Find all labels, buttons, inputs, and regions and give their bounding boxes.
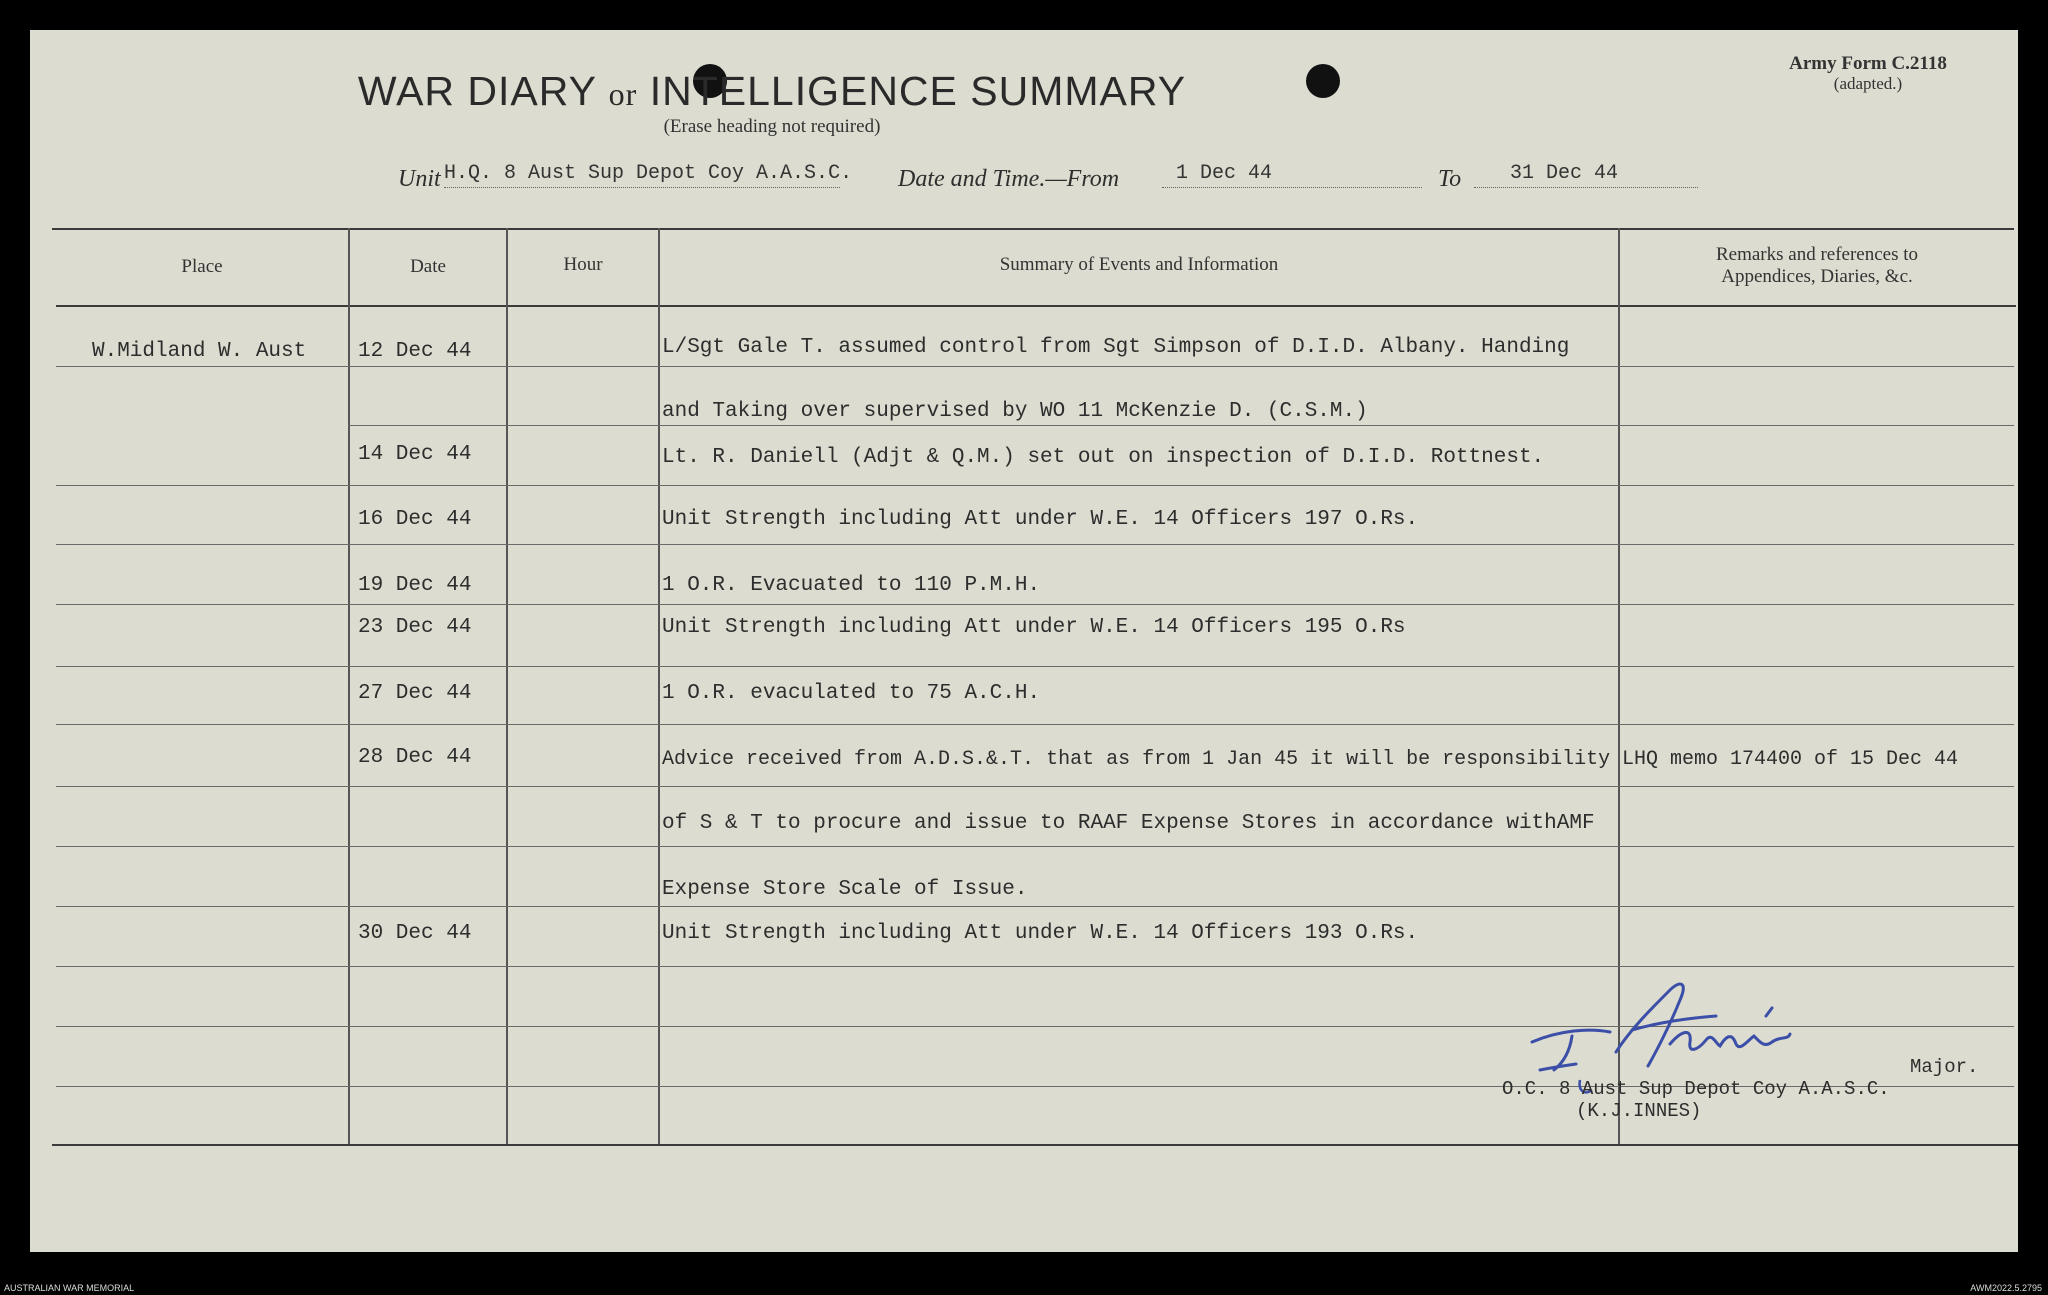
entry-text: of S & T to procure and issue to RAAF Expense Stores in accordance withAMF <box>662 812 1595 835</box>
page-title <box>0 68 1544 115</box>
form-number-block <box>1758 54 1978 94</box>
date-from-label: Date and Time.—From <box>898 166 1120 192</box>
col-header-remarks-line1: Remarks and references to <box>1715 244 1919 265</box>
entry-text: Unit Strength including Att under W.E. 14 Officers 195 O.Rs <box>662 616 1406 639</box>
entry-text: and Taking over supervised by WO 11 McKenzie D. (C.S.M.) <box>662 400 1368 423</box>
entry-date: 30 Dec 44 <box>358 922 472 945</box>
entry-text: Advice received from A.D.S.&.T. that as from 1 Jan 45 it will be responsibility <box>662 748 1611 771</box>
page-subtitle: (Erase heading not required) <box>663 116 881 137</box>
col-header-hour: Hour <box>563 254 603 275</box>
row-rule <box>56 366 2014 367</box>
signature-rank: Major. <box>1910 1056 1979 1078</box>
signature-title: O.C. 8 Aust Sup Depot Coy A.A.S.C. <box>1502 1078 1890 1100</box>
row-rule <box>56 966 2014 967</box>
entry-text: Unit Strength including Att under W.E. 14 Officers 193 O.Rs. <box>662 922 1419 945</box>
entry-text: L/Sgt Gale T. assumed control from Sgt Simpson of D.I.D. Albany. Handing <box>662 336 1570 359</box>
unit-label: Unit <box>398 166 441 192</box>
row-rule <box>56 724 2014 725</box>
entry-date: 23 Dec 44 <box>358 616 472 639</box>
entry-date: 28 Dec 44 <box>358 746 472 769</box>
entry-date: 19 Dec 44 <box>358 574 472 597</box>
row-rule <box>348 425 2014 426</box>
entry-date: 14 Dec 44 <box>358 443 472 466</box>
row-rule <box>56 786 2014 787</box>
footer-credit: AUSTRALIAN WAR MEMORIAL <box>4 1283 135 1293</box>
entry-place: W.Midland W. Aust <box>92 340 307 363</box>
signature-name: (K.J.INNES) <box>1576 1100 1702 1122</box>
row-rule <box>56 906 2014 907</box>
form-note: (adapted.) <box>1833 74 1903 93</box>
table-bottom-rule <box>52 1144 2018 1146</box>
entry-date: 12 Dec 44 <box>358 340 472 363</box>
col-header-date: Date <box>410 256 446 277</box>
entry-text: Expense Store Scale of Issue. <box>662 878 1028 901</box>
footer-catalogue-number: AWM2022.5.2795 <box>1970 1283 2042 1293</box>
form-number: Army Form C.2118 <box>1789 53 1947 74</box>
date-from-value: 1 Dec 44 <box>1162 162 1422 188</box>
entry-text: 1 O.R. Evacuated to 110 P.M.H. <box>662 574 1041 597</box>
title-or: or <box>608 76 638 112</box>
row-rule <box>56 485 2014 486</box>
col-header-remarks-line2: Appendices, Diaries, &c. <box>1721 266 1913 287</box>
entry-date: 16 Dec 44 <box>358 508 472 531</box>
entry-date: 27 Dec 44 <box>358 682 472 705</box>
table-top-rule <box>52 228 2014 230</box>
title-intelligence-summary: INTELLIGENCE SUMMARY <box>649 68 1187 114</box>
col-header-place: Place <box>181 256 223 277</box>
unit-date-line <box>366 160 1666 194</box>
entry-text: 1 O.R. evaculated to 75 A.C.H. <box>662 682 1041 705</box>
entry-text: Lt. R. Daniell (Adjt & Q.M.) set out on inspection of D.I.D. Rottnest. <box>662 446 1545 469</box>
entry-text: Unit Strength including Att under W.E. 14 Officers 197 O.Rs. <box>662 508 1419 531</box>
row-rule <box>56 666 2014 667</box>
header-bottom-rule <box>56 305 2016 307</box>
title-war-diary: WAR DIARY <box>357 68 597 114</box>
row-rule <box>56 544 2014 545</box>
entry-remarks: LHQ memo 174400 of 15 Dec 44 <box>1622 748 1959 771</box>
row-rule <box>56 604 2014 605</box>
date-to-value: 31 Dec 44 <box>1474 162 1698 188</box>
col-header-remarks <box>1620 244 2014 288</box>
date-to-label: To <box>1438 166 1462 192</box>
unit-value: H.Q. 8 Aust Sup Depot Coy A.A.S.C. <box>444 162 840 188</box>
row-rule <box>56 846 2014 847</box>
col-header-summary: Summary of Events and Information <box>999 254 1279 275</box>
